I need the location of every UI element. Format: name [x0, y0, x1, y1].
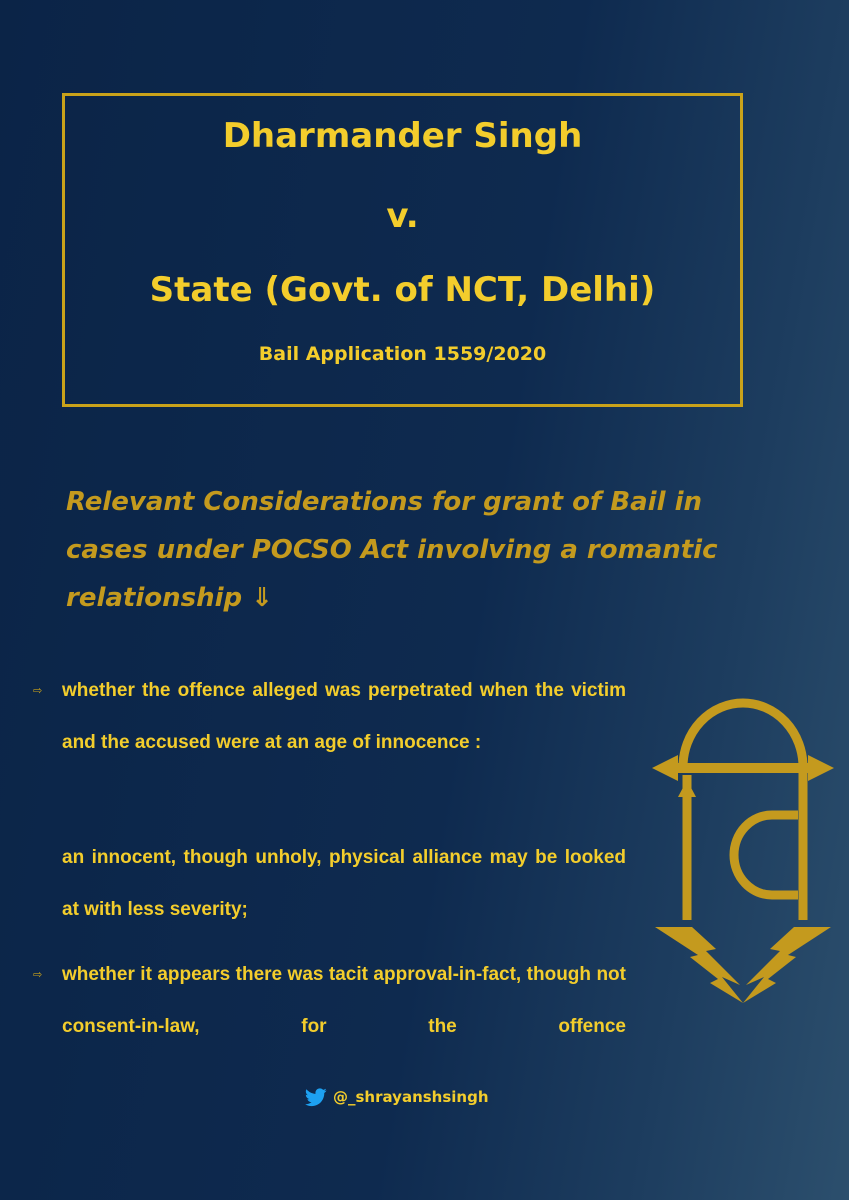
- versus-label: v.: [386, 196, 419, 236]
- case-title-box: [62, 93, 743, 407]
- petitioner-name: Dharmander Singh: [222, 116, 583, 156]
- social-footer[interactable]: [305, 1086, 489, 1108]
- heading-line: relationship ⇓: [66, 583, 273, 613]
- case-reference: Bail Application 1559/2020: [258, 343, 547, 365]
- consideration-note: an innocent, though unholy, physical alliance may be looked at with less severity;: [62, 847, 626, 920]
- heading-line: Relevant Considerations for grant of Bail in: [66, 487, 702, 517]
- twitter-handle[interactable]: @_shrayanshsingh: [333, 1088, 489, 1106]
- respondent-name: State (Govt. of NCT, Delhi): [149, 270, 656, 310]
- arrow-bullet-icon: ⇨: [33, 684, 43, 697]
- arrow-bullet-icon: ⇨: [33, 968, 43, 981]
- consideration-point: whether the offence alleged was perpetrated when the victim and the accused were at an age of innocence :: [62, 680, 626, 753]
- consideration-point: whether it appears there was tacit approval-in-fact, though not consent-in-law, for the offence: [62, 964, 626, 1037]
- emblem-icon: [650, 685, 836, 1015]
- heading-line: cases under POCSO Act involving a romantic: [66, 535, 718, 565]
- section-heading: [66, 478, 756, 622]
- twitter-bird-icon: [305, 1088, 327, 1107]
